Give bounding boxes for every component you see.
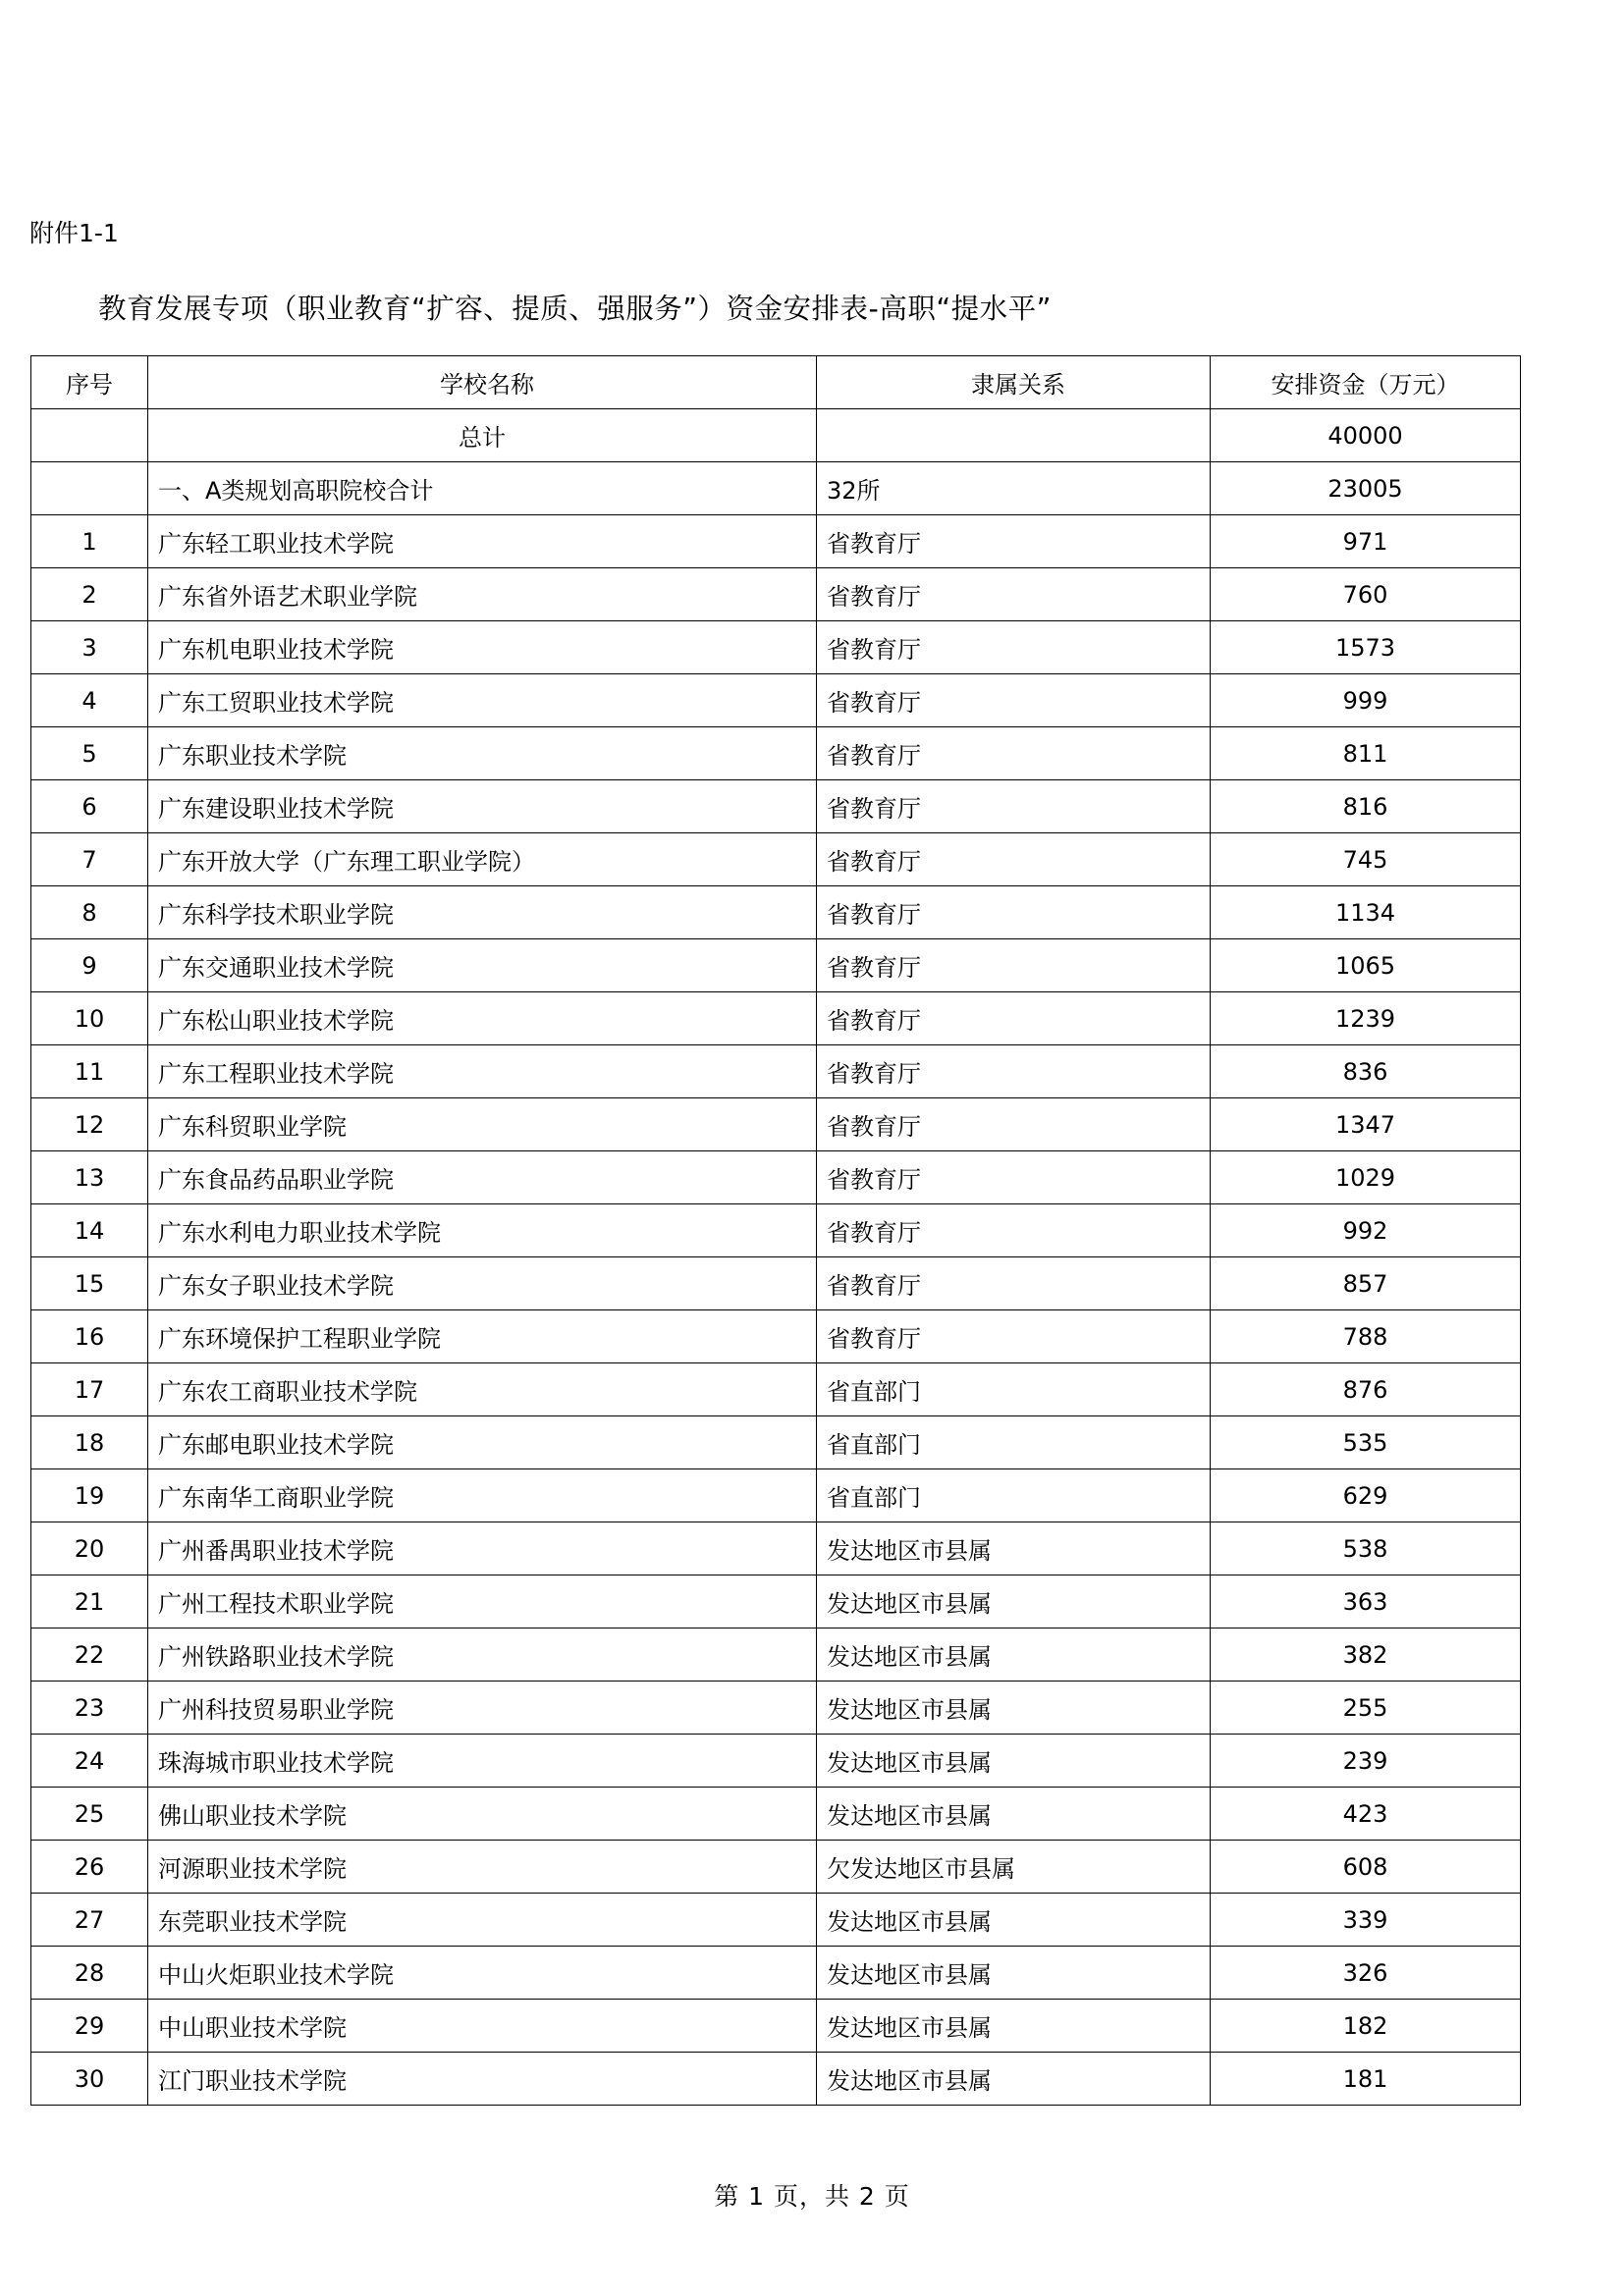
cell-amount: 363 xyxy=(1211,1575,1521,1629)
cell-no: 14 xyxy=(31,1204,148,1257)
cell-relation: 发达地区市县属 xyxy=(817,1682,1211,1735)
table-row xyxy=(31,1682,1521,1735)
cell-amount: 255 xyxy=(1211,1682,1521,1735)
cell-school-name: 广东机电职业技术学院 xyxy=(148,621,817,674)
cell-amount: 999 xyxy=(1211,674,1521,727)
cell-relation: 发达地区市县属 xyxy=(817,1788,1211,1841)
cell-relation: 省教育厅 xyxy=(817,1098,1211,1151)
cell-school-name: 广东轻工职业技术学院 xyxy=(148,515,817,568)
cell-school-name: 总计 xyxy=(148,409,817,462)
cell-no: 29 xyxy=(31,2000,148,2053)
cell-no: 21 xyxy=(31,1575,148,1629)
cell-school-name: 珠海城市职业技术学院 xyxy=(148,1735,817,1788)
cell-relation: 欠发达地区市县属 xyxy=(817,1841,1211,1894)
cell-amount: 1065 xyxy=(1211,939,1521,992)
cell-relation: 省教育厅 xyxy=(817,939,1211,992)
table-row xyxy=(31,1257,1521,1310)
table-row xyxy=(31,1098,1521,1151)
cell-amount: 181 xyxy=(1211,2053,1521,2106)
cell-no xyxy=(31,409,148,462)
cell-school-name: 广东水利电力职业技术学院 xyxy=(148,1204,817,1257)
page-title: 教育发展专项（职业教育“扩容、提质、强服务”）资金安排表-高职“提水平” xyxy=(98,293,1052,325)
table-row xyxy=(31,1416,1521,1469)
cell-amount: 811 xyxy=(1211,727,1521,780)
cell-school-name: 广东环境保护工程职业学院 xyxy=(148,1310,817,1363)
cell-school-name: 广东南华工商职业学院 xyxy=(148,1469,817,1522)
cell-school-name: 广东工程职业技术学院 xyxy=(148,1045,817,1098)
table-row xyxy=(31,727,1521,780)
cell-amount: 423 xyxy=(1211,1788,1521,1841)
column-header-no: 序号 xyxy=(31,356,148,409)
cell-relation: 发达地区市县属 xyxy=(817,1522,1211,1575)
cell-relation: 发达地区市县属 xyxy=(817,2000,1211,2053)
cell-amount: 1347 xyxy=(1211,1098,1521,1151)
cell-school-name: 中山火炬职业技术学院 xyxy=(148,1947,817,2000)
cell-school-name: 广东交通职业技术学院 xyxy=(148,939,817,992)
cell-relation: 发达地区市县属 xyxy=(817,1575,1211,1629)
cell-school-name: 广东工贸职业技术学院 xyxy=(148,674,817,727)
cell-relation: 32所 xyxy=(817,462,1211,515)
table-row xyxy=(31,515,1521,568)
cell-relation: 省教育厅 xyxy=(817,621,1211,674)
table-row xyxy=(31,568,1521,621)
cell-amount: 629 xyxy=(1211,1469,1521,1522)
cell-relation: 省教育厅 xyxy=(817,568,1211,621)
cell-school-name: 广东开放大学（广东理工职业学院） xyxy=(148,833,817,886)
cell-no: 16 xyxy=(31,1310,148,1363)
table-row xyxy=(31,1151,1521,1204)
cell-amount: 760 xyxy=(1211,568,1521,621)
cell-school-name: 东莞职业技术学院 xyxy=(148,1894,817,1947)
table-row xyxy=(31,939,1521,992)
table-row xyxy=(31,1575,1521,1629)
cell-school-name: 广东女子职业技术学院 xyxy=(148,1257,817,1310)
cell-no: 11 xyxy=(31,1045,148,1098)
table-row xyxy=(31,1204,1521,1257)
cell-no: 12 xyxy=(31,1098,148,1151)
table-row xyxy=(31,1788,1521,1841)
cell-school-name: 一、A类规划高职院校合计 xyxy=(148,462,817,515)
cell-amount: 326 xyxy=(1211,1947,1521,2000)
cell-school-name: 广东省外语艺术职业学院 xyxy=(148,568,817,621)
cell-no: 28 xyxy=(31,1947,148,2000)
table-row xyxy=(31,780,1521,833)
table-row xyxy=(31,1363,1521,1416)
cell-amount: 876 xyxy=(1211,1363,1521,1416)
table-header-row xyxy=(31,356,1521,409)
cell-amount: 40000 xyxy=(1211,409,1521,462)
cell-no: 20 xyxy=(31,1522,148,1575)
cell-relation: 省直部门 xyxy=(817,1416,1211,1469)
cell-relation: 发达地区市县属 xyxy=(817,1735,1211,1788)
cell-relation: 省教育厅 xyxy=(817,992,1211,1045)
table-row xyxy=(31,1841,1521,1894)
cell-amount: 788 xyxy=(1211,1310,1521,1363)
cell-no: 27 xyxy=(31,1894,148,1947)
cell-no: 25 xyxy=(31,1788,148,1841)
cell-no: 7 xyxy=(31,833,148,886)
table-row xyxy=(31,833,1521,886)
cell-school-name: 广东建设职业技术学院 xyxy=(148,780,817,833)
cell-school-name: 广东松山职业技术学院 xyxy=(148,992,817,1045)
page-footer: 第 1 页，共 2 页 xyxy=(714,2182,910,2211)
cell-amount: 1239 xyxy=(1211,992,1521,1045)
cell-relation: 省直部门 xyxy=(817,1469,1211,1522)
cell-relation: 发达地区市县属 xyxy=(817,1629,1211,1682)
table-row xyxy=(31,1045,1521,1098)
cell-no: 5 xyxy=(31,727,148,780)
cell-relation: 省教育厅 xyxy=(817,727,1211,780)
cell-no: 24 xyxy=(31,1735,148,1788)
cell-relation: 发达地区市县属 xyxy=(817,1894,1211,1947)
column-header-amount: 安排资金（万元） xyxy=(1211,356,1521,409)
cell-relation: 省教育厅 xyxy=(817,515,1211,568)
cell-no: 9 xyxy=(31,939,148,992)
cell-no: 18 xyxy=(31,1416,148,1469)
cell-amount: 857 xyxy=(1211,1257,1521,1310)
cell-relation: 省教育厅 xyxy=(817,780,1211,833)
cell-amount: 23005 xyxy=(1211,462,1521,515)
table-row xyxy=(31,1735,1521,1788)
cell-relation: 省教育厅 xyxy=(817,1257,1211,1310)
cell-relation: 发达地区市县属 xyxy=(817,2053,1211,2106)
cell-school-name: 广州铁路职业技术学院 xyxy=(148,1629,817,1682)
cell-school-name: 广东职业技术学院 xyxy=(148,727,817,780)
attachment-label: 附件1-1 xyxy=(29,219,119,247)
cell-school-name: 佛山职业技术学院 xyxy=(148,1788,817,1841)
table-row xyxy=(31,1947,1521,2000)
cell-relation: 发达地区市县属 xyxy=(817,1947,1211,2000)
table-row xyxy=(31,992,1521,1045)
cell-amount: 382 xyxy=(1211,1629,1521,1682)
cell-no: 19 xyxy=(31,1469,148,1522)
cell-no: 23 xyxy=(31,1682,148,1735)
cell-no: 22 xyxy=(31,1629,148,1682)
cell-no: 17 xyxy=(31,1363,148,1416)
cell-no: 13 xyxy=(31,1151,148,1204)
cell-relation: 省教育厅 xyxy=(817,1151,1211,1204)
cell-amount: 816 xyxy=(1211,780,1521,833)
table-row xyxy=(31,2053,1521,2106)
cell-relation: 省直部门 xyxy=(817,1363,1211,1416)
table-row xyxy=(31,409,1521,462)
cell-school-name: 广东食品药品职业学院 xyxy=(148,1151,817,1204)
cell-school-name: 中山职业技术学院 xyxy=(148,2000,817,2053)
cell-school-name: 广州科技贸易职业学院 xyxy=(148,1682,817,1735)
cell-school-name: 广东农工商职业技术学院 xyxy=(148,1363,817,1416)
cell-amount: 836 xyxy=(1211,1045,1521,1098)
cell-no: 30 xyxy=(31,2053,148,2106)
table-row xyxy=(31,674,1521,727)
cell-amount: 1573 xyxy=(1211,621,1521,674)
cell-school-name: 广东科学技术职业学院 xyxy=(148,886,817,939)
cell-relation: 省教育厅 xyxy=(817,1310,1211,1363)
cell-no: 4 xyxy=(31,674,148,727)
cell-amount: 745 xyxy=(1211,833,1521,886)
cell-school-name: 河源职业技术学院 xyxy=(148,1841,817,1894)
cell-amount: 538 xyxy=(1211,1522,1521,1575)
cell-amount: 608 xyxy=(1211,1841,1521,1894)
cell-amount: 339 xyxy=(1211,1894,1521,1947)
table-row xyxy=(31,2000,1521,2053)
cell-no: 10 xyxy=(31,992,148,1045)
cell-amount: 1029 xyxy=(1211,1151,1521,1204)
cell-no: 3 xyxy=(31,621,148,674)
cell-school-name: 广州番禺职业技术学院 xyxy=(148,1522,817,1575)
table-row xyxy=(31,1894,1521,1947)
cell-no: 15 xyxy=(31,1257,148,1310)
cell-relation: 省教育厅 xyxy=(817,833,1211,886)
table-body xyxy=(31,409,1521,2106)
cell-no xyxy=(31,462,148,515)
cell-no: 6 xyxy=(31,780,148,833)
cell-amount: 971 xyxy=(1211,515,1521,568)
cell-no: 26 xyxy=(31,1841,148,1894)
cell-relation: 省教育厅 xyxy=(817,1204,1211,1257)
column-header-school: 学校名称 xyxy=(148,356,817,409)
table-header xyxy=(31,356,1521,409)
table-row xyxy=(31,1629,1521,1682)
cell-school-name: 广东科贸职业学院 xyxy=(148,1098,817,1151)
table-row xyxy=(31,1310,1521,1363)
cell-no: 1 xyxy=(31,515,148,568)
cell-amount: 182 xyxy=(1211,2000,1521,2053)
table-row xyxy=(31,1522,1521,1575)
fund-allocation-table xyxy=(30,355,1521,2106)
cell-relation: 省教育厅 xyxy=(817,1045,1211,1098)
cell-amount: 1134 xyxy=(1211,886,1521,939)
cell-amount: 239 xyxy=(1211,1735,1521,1788)
table-row xyxy=(31,886,1521,939)
cell-amount: 535 xyxy=(1211,1416,1521,1469)
table-row xyxy=(31,1469,1521,1522)
cell-no: 8 xyxy=(31,886,148,939)
cell-school-name: 广州工程技术职业学院 xyxy=(148,1575,817,1629)
cell-relation xyxy=(817,409,1211,462)
cell-amount: 992 xyxy=(1211,1204,1521,1257)
cell-relation: 省教育厅 xyxy=(817,674,1211,727)
cell-relation: 省教育厅 xyxy=(817,886,1211,939)
table-row xyxy=(31,462,1521,515)
column-header-relation: 隶属关系 xyxy=(817,356,1211,409)
table-row xyxy=(31,621,1521,674)
cell-no: 2 xyxy=(31,568,148,621)
cell-school-name: 广东邮电职业技术学院 xyxy=(148,1416,817,1469)
cell-school-name: 江门职业技术学院 xyxy=(148,2053,817,2106)
